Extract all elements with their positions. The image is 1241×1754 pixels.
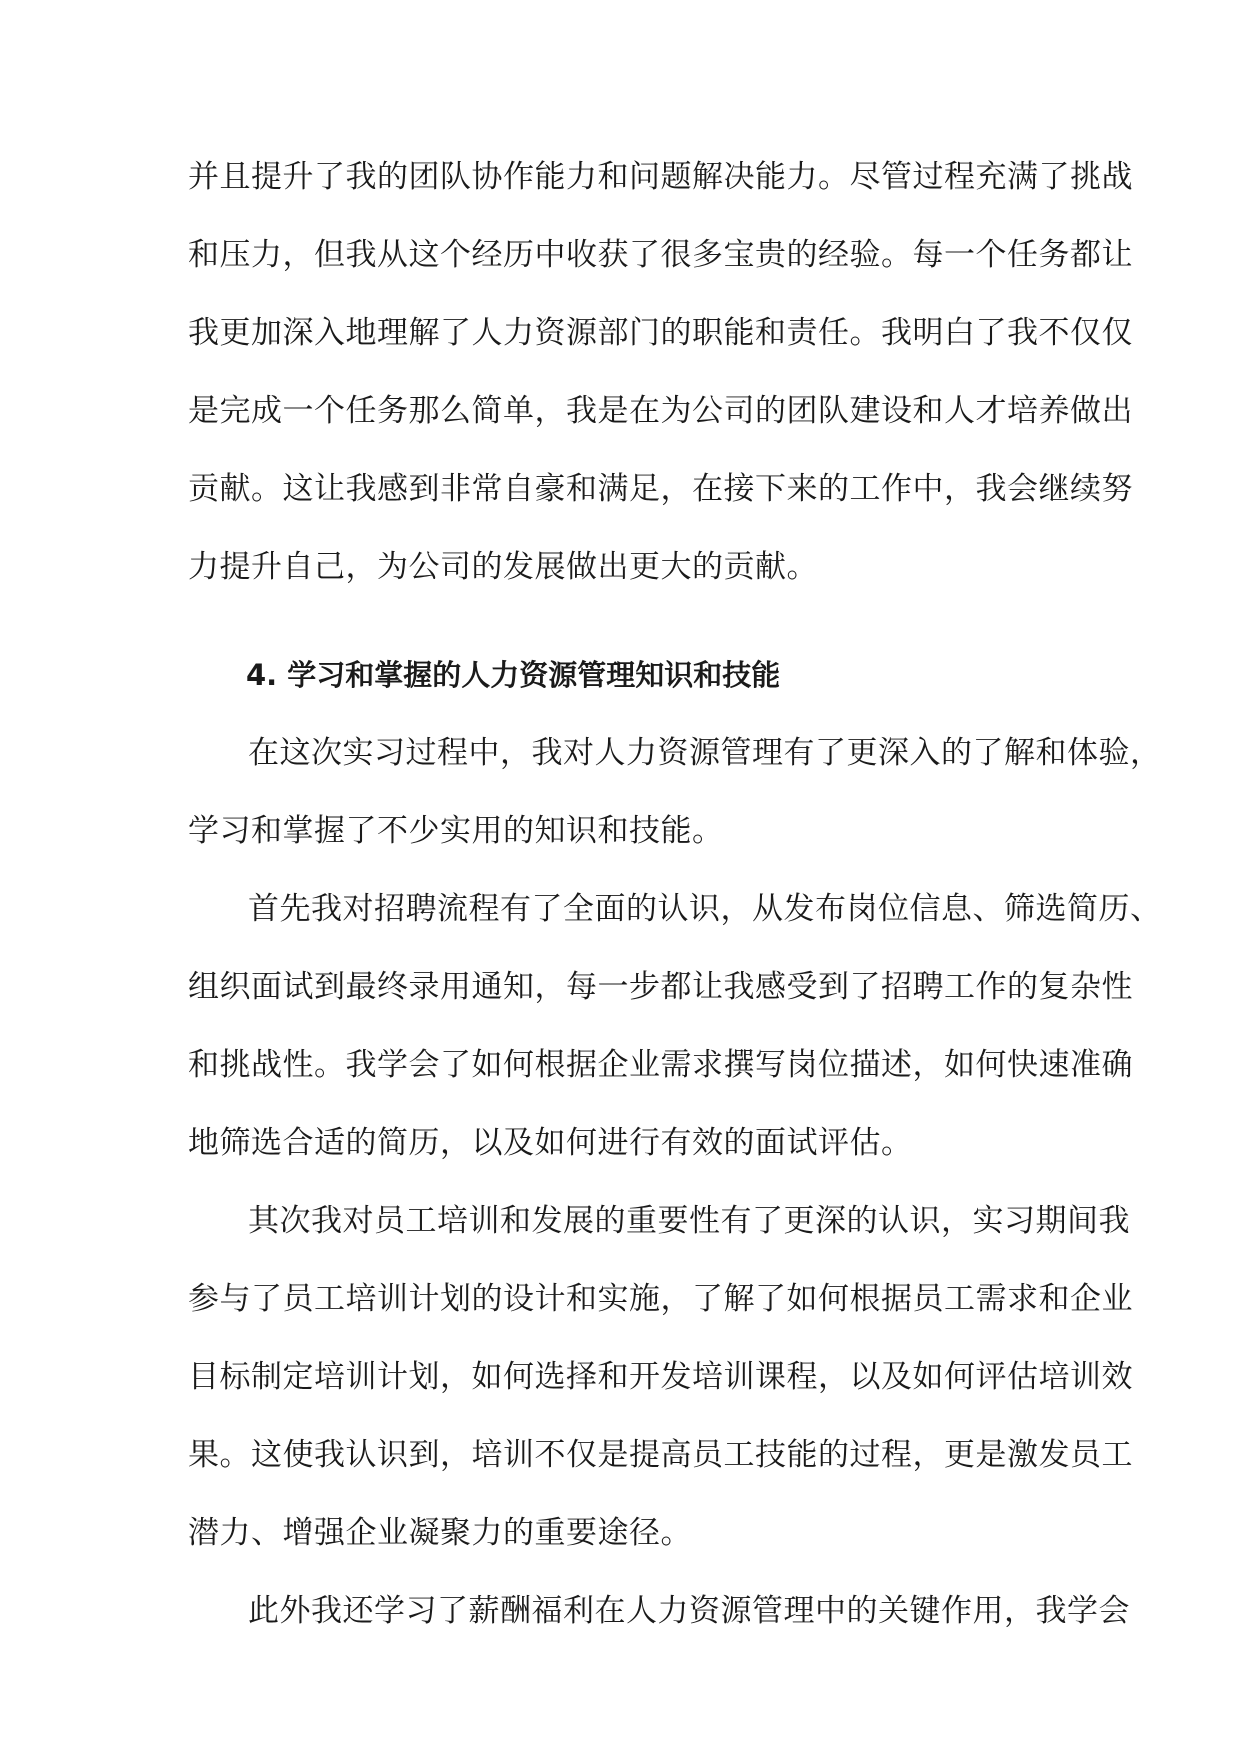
text-line: 果。这使我认识到，培训不仅是提高员工技能的过程，更是激发员工 [188, 1437, 1133, 1473]
section-heading: 4. 学习和掌握的人力资源管理知识和技能 [246, 658, 781, 692]
paragraph-intro [188, 714, 1162, 870]
paragraph-continuation [188, 138, 1133, 606]
text-line: 并且提升了我的团队协作能力和问题解决能力。尽管过程充满了挑战 [188, 159, 1133, 195]
text-line: 地筛选合适的简历，以及如何进行有效的面试评估。 [188, 1125, 913, 1161]
text-line: 在这次实习过程中，我对人力资源管理有了更深入的了解和体验， [248, 735, 1162, 771]
text-line: 此外我还学习了薪酬福利在人力资源管理中的关键作用，我学会 [248, 1593, 1130, 1629]
text-line: 首先我对招聘流程有了全面的认识，从发布岗位信息、筛选简历、 [248, 891, 1162, 927]
text-line: 力提升自己，为公司的发展做出更大的贡献。 [188, 549, 818, 585]
text-line: 和挑战性。我学会了如何根据企业需求撰写岗位描述，如何快速准确 [188, 1047, 1133, 1083]
text-line: 潜力、增强企业凝聚力的重要途径。 [188, 1515, 692, 1551]
text-line: 和压力，但我从这个经历中收获了很多宝贵的经验。每一个任务都让 [188, 237, 1133, 273]
text-line: 参与了员工培训计划的设计和实施，了解了如何根据员工需求和企业 [188, 1281, 1133, 1317]
text-line: 其次我对员工培训和发展的重要性有了更深的认识，实习期间我 [248, 1203, 1130, 1239]
text-line: 我更加深入地理解了人力资源部门的职能和责任。我明白了我不仅仅 [188, 315, 1133, 351]
text-line: 是完成一个任务那么简单，我是在为公司的团队建设和人才培养做出 [188, 393, 1133, 429]
text-line: 目标制定培训计划，如何选择和开发培训课程，以及如何评估培训效 [188, 1359, 1133, 1395]
document-page [188, 138, 1162, 1650]
text-line: 组织面试到最终录用通知，每一步都让我感受到了招聘工作的复杂性 [188, 969, 1133, 1005]
paragraph-compensation [188, 1572, 1130, 1650]
text-line: 贡献。这让我感到非常自豪和满足，在接下来的工作中，我会继续努 [188, 471, 1133, 507]
spacer [188, 606, 1068, 636]
paragraph-training [188, 1182, 1133, 1572]
paragraph-recruitment [188, 870, 1162, 1182]
text-line: 学习和掌握了不少实用的知识和技能。 [188, 813, 724, 849]
